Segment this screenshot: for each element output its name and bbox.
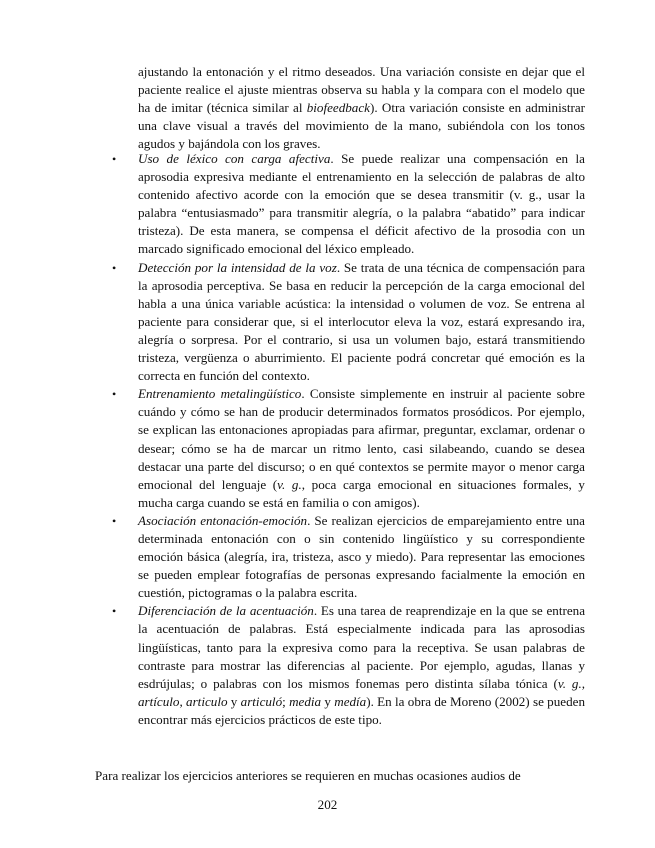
item-term: Detección por la intensidad de la voz xyxy=(138,259,337,275)
text-run-italic: biofeedback xyxy=(306,100,370,116)
list-item xyxy=(112,602,585,729)
list-item xyxy=(112,512,585,602)
text-run: ). Otra variación consiste en administrar una clave visual a través del movimiento de la mano, subiéndola con los tonos agudos y bajándola con los graves. xyxy=(138,100,586,152)
bullet-icon: • xyxy=(112,387,117,402)
item-text: . Consiste simplemente en instruir al paciente sobre cuándo y cómo se han de producir determinados formatos prosódicos. Por ejemplo, se explican las entonaciones apropiadas para afirmar, preguntar, exclamar, ordenar o desear; cómo se ha de marcar un ritmo lento, casi silabeando, cuando se desea destacar una parte del discurso; o en qué contextos se permite mayor o menor carga emocional del lenguaje ( xyxy=(138,386,585,492)
item-text: ; xyxy=(282,693,290,709)
item-text: . Se puede realizar una compensación en la aprosodia expresiva mediante el entrenamiento en la selección de palabras de alto contenido afectivo acorde con la emoción que se desea transmitir (v. g., usar la palabra “entusiasmado” para transmitir alegría, o la palabra “abatido” para indicar tristeza). De esta manera, se compensa el déficit afectivo de la prosodia con un marcado significado emocional del léxico empleado. xyxy=(138,151,585,257)
text-run: ajustando la entonación y el ritmo deseados. Una variación consiste en dejar que el paciente realice el ajuste mientras observa su habla y la compara con el modelo que ha de imitar (técnica similar al xyxy=(138,64,585,116)
item-term: Asociación entonación-emoción xyxy=(138,512,308,528)
item-term: Diferenciación de la acentuación xyxy=(138,603,314,619)
item-text: y xyxy=(321,693,335,709)
item-text: . Se trata de una técnica de compensación para la aprosodia perceptiva. Se basa en reducir la percepción de la carga emocional del habla a una única variable acústica: la intensidad o volumen de voz. Se entrena al paciente para considerar que, si el interlocutor eleva la voz, estará expresando ira, alegría o sorpresa. Por el contrario, si usa un volumen bajo, estará transmitiendo tristeza, vergüenza o aburrimiento. El paciente podrá concretar qué emoción es la correcta en función del contexto. xyxy=(138,259,586,384)
continuation-paragraph xyxy=(138,63,585,153)
bullet-icon: • xyxy=(112,513,117,528)
item-text-italic: v. g. xyxy=(277,476,302,492)
item-text: . Se realizan ejercicios de emparejamiento entre una determinada entonación con o sin contenido lingüístico y su correspondiente emoción básica (alegría, ira, tristeza, asco y miedo). Para representar las emociones se pueden emplear fotografías de personas expresando facialmente la emoción en cuestión, pictogramas o la palabra escrita. xyxy=(138,512,585,601)
item-term: Entrenamiento metalingüístico xyxy=(138,386,302,402)
list-item xyxy=(112,259,585,386)
item-text: , poca carga emocional en situaciones formales, y mucha carga cuando se está en familia o con amigos). xyxy=(138,476,585,510)
bullet-icon: • xyxy=(112,152,117,166)
bullet-icon: • xyxy=(112,604,117,619)
item-text: . Es una tarea de reaprendizaje en la que se entrena la acentuación de palabras. Está especialmente indicada para las aprosodias lingüísticas, tanto para la expresiva como para la receptiva. Se usan palabras de contraste para mostrar las diferencias al paciente. Por ejemplo, agudas, llanas y esdrújulas; o palabras con los mismos fonemas pero distinta sílaba tónica ( xyxy=(138,603,586,691)
item-text-italic: v. g., artículo, articulo xyxy=(138,675,585,709)
final-paragraph: Para realizar los ejercicios anteriores se requieren en muchas ocasiones audios de xyxy=(95,768,521,784)
technique-list xyxy=(112,150,585,729)
item-text: y xyxy=(227,693,241,709)
list-item xyxy=(112,385,585,512)
page-number: 202 xyxy=(317,797,338,812)
item-text-italic: articuló xyxy=(240,693,283,709)
item-text: ). En la obra de Moreno (2002) se pueden encontrar más ejercicios prácticos de este tipo. xyxy=(138,693,585,727)
item-term: Uso de léxico con carga afectiva xyxy=(138,151,331,166)
item-text-italic: media xyxy=(289,693,322,709)
bullet-icon: • xyxy=(112,260,117,275)
list-item xyxy=(112,150,585,259)
item-text-italic: medía xyxy=(334,693,367,709)
